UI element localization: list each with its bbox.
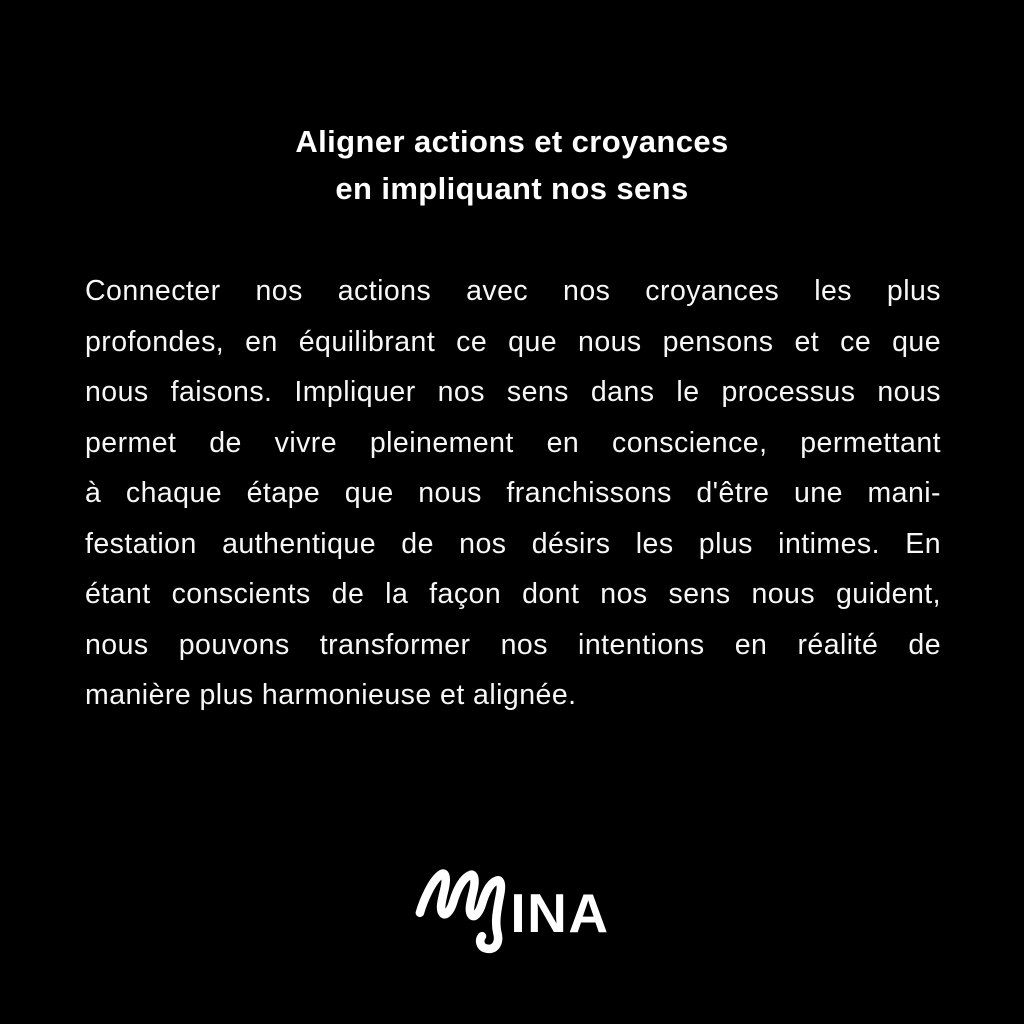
mina-logo [0, 866, 1024, 956]
body-line: profondes, en équilibrant ce que nous pensons et ce que [85, 325, 941, 358]
page-title [0, 118, 1024, 212]
body-line: étant conscients de la façon dont nos sens nous guident, [85, 578, 941, 610]
body-line: festation authentique de nos désirs les plus intimes. En [85, 527, 941, 560]
body-line: nous faisons. Impliquer nos sens dans le processus nous [85, 376, 941, 408]
logo-plain-text: INA [510, 882, 610, 944]
body-line: nous pouvons transformer nos intentions en réalité de [85, 628, 941, 661]
body-paragraph [85, 266, 941, 721]
body-line: permet de vivre pleinement en conscience, permettant [85, 426, 941, 459]
body-line: à chaque étape que nous franchissons d'être une mani- [85, 477, 941, 509]
body-line: Connecter nos actions avec nos croyances les plus [85, 275, 941, 307]
logo-script-m-icon [414, 866, 514, 956]
title-line-2: en impliquant nos sens [335, 171, 689, 206]
body-line: manière plus harmonieuse et alignée. [85, 679, 577, 711]
title-line-1: Aligner actions et croyances [295, 124, 729, 159]
